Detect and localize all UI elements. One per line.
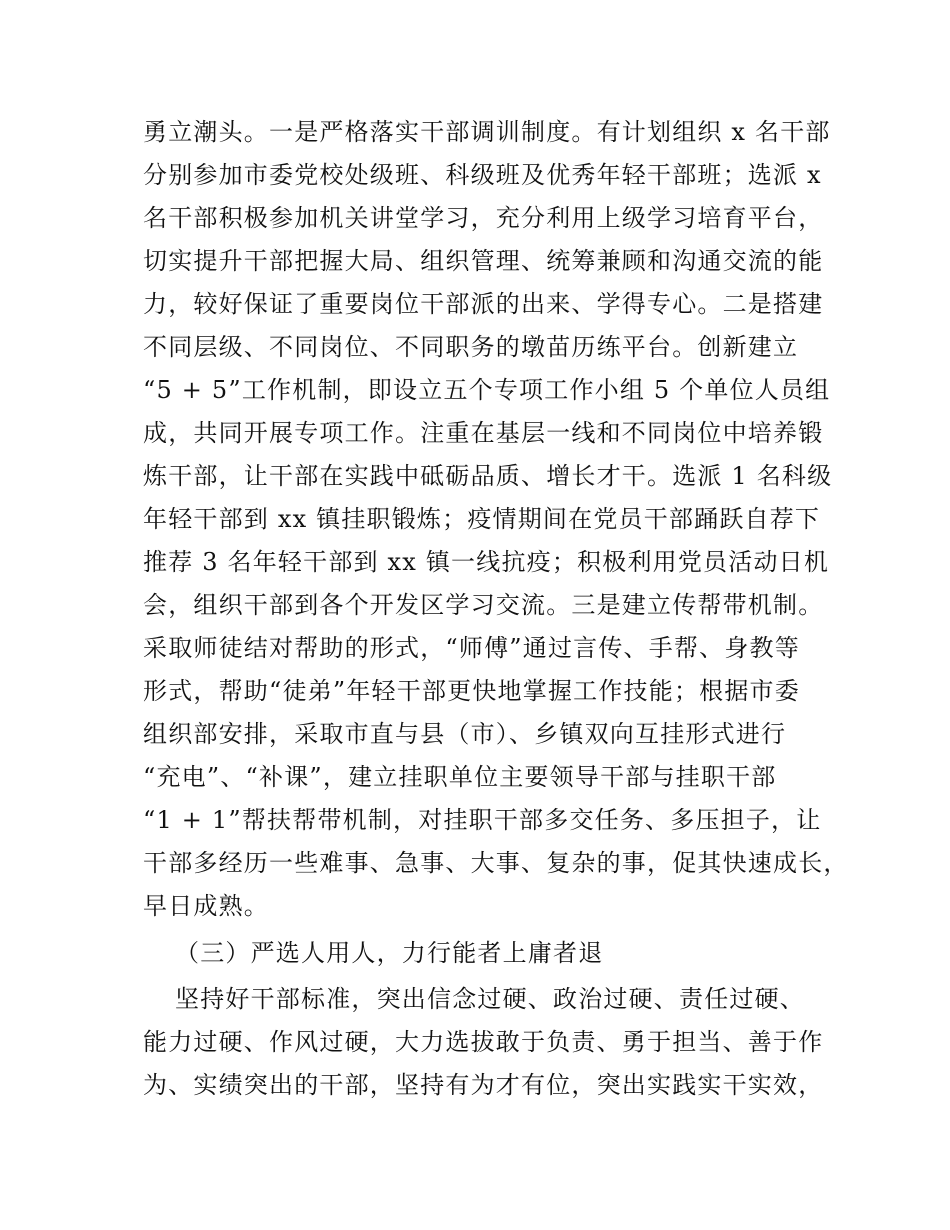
body-text-line: “1 + 1”帮扶帮带机制，对挂职干部多交任务、多压担子，让 (143, 806, 822, 834)
body-text-line: 推荐 3 名年轻干部到 xx 镇一线抗疫；积极利用党员活动日机 (143, 548, 830, 576)
body-text-line: “5 + 5”工作机制，即设立五个专项工作小组 5 个单位人员组 (143, 376, 831, 404)
body-text-line: 力，较好保证了重要岗位干部派的出来、学得专心。二是搭建 (143, 290, 824, 318)
body-text-line: 年轻干部到 xx 镇挂职锻炼；疫情期间在党员干部踊跃自荐下 (143, 505, 821, 533)
body-text-line: 为、实绩突出的干部，坚持有为才有位，突出实践实干实效， (143, 1071, 824, 1099)
body-text-line: 干部多经历一些难事、急事、大事、复杂的事，促其快速成长， (143, 849, 849, 877)
body-text-line: 坚持好干部标准，突出信念过硬、政治过硬、责任过硬、 (175, 985, 805, 1013)
body-text-line: 形式，帮助“徒弟”年轻干部更快地掌握工作技能；根据市委 (143, 677, 800, 705)
body-text-line: 成，共同开展专项工作。注重在基层一线和不同岗位中培养锻 (143, 419, 824, 447)
body-text-line: 分别参加市委党校处级班、科级班及优秀年轻干部班；选派 x (143, 161, 822, 189)
body-text-line: 勇立潮头。一是严格落实干部调训制度。有计划组织 x 名干部 (143, 118, 831, 146)
section-heading: （三）严选人用人，力行能者上庸者退 (175, 939, 604, 967)
body-text-line: 能力过硬、作风过硬，大力选拔敢于负责、勇于担当、善于作 (143, 1028, 824, 1056)
body-text-line: 不同层级、不同岗位、不同职务的墩苗历练平台。创新建立 (143, 333, 799, 361)
body-text-line: 组织部安排，采取市直与县（市）、乡镇双向互挂形式进行 (143, 720, 787, 748)
body-text-line: “充电”、“补课”，建立挂职单位主要领导干部与挂职干部 (143, 763, 777, 791)
body-text-line: 名干部积极参加机关讲堂学习，充分利用上级学习培育平台， (143, 204, 824, 232)
body-text-line: 早日成熟。 (143, 892, 269, 920)
body-text-line: 会，组织干部到各个开发区学习交流。三是建立传帮带机制。 (143, 591, 824, 619)
body-text-line: 切实提升干部把握大局、组织管理、统筹兼顾和沟通交流的能 (143, 247, 824, 275)
body-text-line: 炼干部，让干部在实践中砥砺品质、增长才干。选派 1 名科级 (143, 462, 833, 490)
body-text-line: 采取师徒结对帮助的形式，“师傅”通过言传、手帮、身教等 (143, 634, 800, 662)
